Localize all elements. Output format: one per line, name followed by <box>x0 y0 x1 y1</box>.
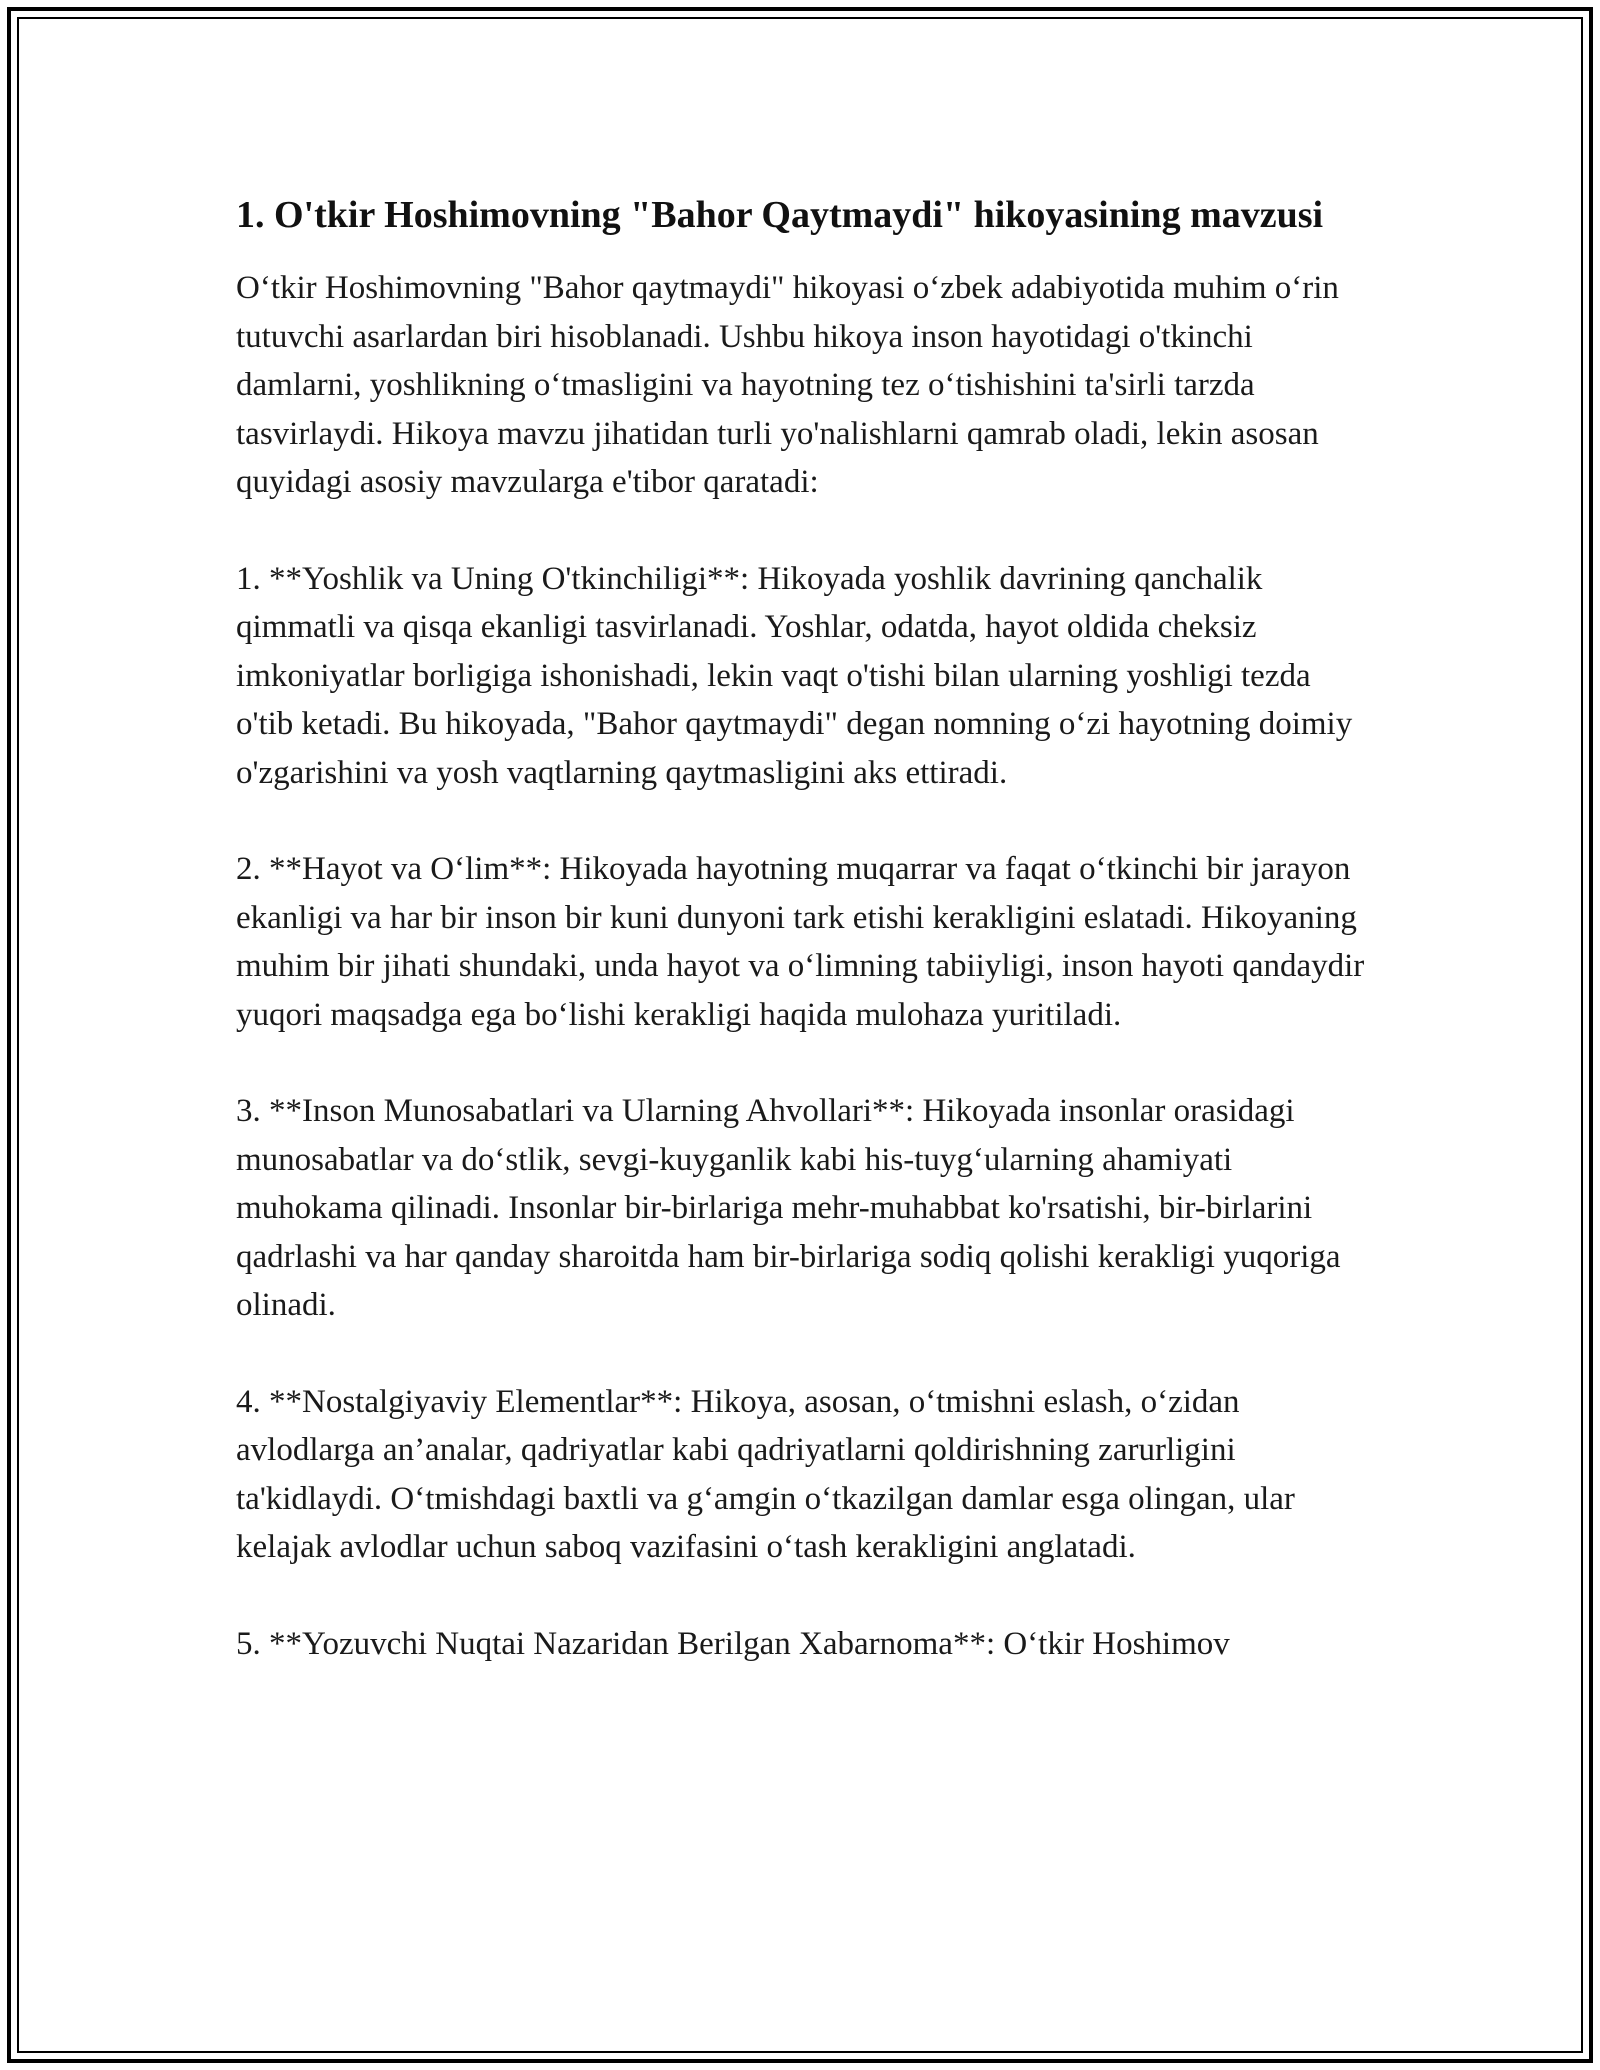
list-item-life-death: 2. **Hayot va O‘lim**: Hikoyada hayotning muqarrar va faqat o‘tkinchi bir jarayon ekanligi va har bir inson bir kuni dunyoni tark etishi kerakligini eslatadi. Hikoyaning muhim bir jihati shundaki, unda hayot va o‘limning tabiiyligi, inson hayoti qandaydir yuqori maqsadga ega bo‘lishi kerakligi haqida mulohaza yuritiladi. <box>236 851 1365 1033</box>
document-body <box>236 188 1366 1668</box>
list-item-relationships: 3. **Inson Munosabatlari va Ularning Ahvollari**: Hikoyada insonlar orasidagi munosabatlar va do‘stlik, sevgi-kuyganlik kabi his-tuyg‘ularning ahamiyati muhokama qilinadi. Insonlar bir-birlariga mehr-muhabbat ko'rsatishi, bir-birlarini qadrlashi va har qanday sharoitda ham bir-birlariga sodiq qolishi kerakligi yuqoriga olinadi. <box>236 1093 1341 1323</box>
section-heading: 1. O'tkir Hoshimovning "Bahor Qaytmaydi" hikoyasining mavzusi <box>236 194 1324 236</box>
list-item-youth: 1. **Yoshlik va Uning O'tkinchiligi**: Hikoyada yoshlik davrining qanchalik qimmatli va qisqa ekanligi tasvirlanadi. Yoshlar, odatda, hayot oldida cheksiz imkoniyatlar borligiga ishonishadi, lekin vaqt o'tishi bilan ularning yoshligi tezda o'tib ketadi. Bu hikoyada, "Bahor qaytmaydi" degan nomning o‘zi hayotning doimiy o'zgarishini va yosh vaqtlarning qaytmasligini aks ettiradi. <box>236 560 1353 791</box>
list-item-author-message: 5. **Yozuvchi Nuqtai Nazaridan Berilgan Xabarnoma**: O‘tkir Hoshimov <box>236 1625 1230 1662</box>
intro-paragraph: O‘tkir Hoshimovning "Bahor qaytmaydi" hikoyasi o‘zbek adabiyotida muhim o‘rin tutuvchi asarlardan biri hisoblanadi. Ushbu hikoya inson hayotidagi o'tkinchi damlarni, yoshlikning o‘tmasligini va hayotning tez o‘tishishini ta'sirli tarzda tasvirlaydi. Hikoya mavzu jihatidan turli yo'nalishlarni qamrab oladi, lekin asosan quyidagi asosiy mavzularga e'tibor qaratadi: <box>236 270 1339 500</box>
list-item-nostalgia: 4. **Nostalgiyaviy Elementlar**: Hikoya, asosan, o‘tmishni eslash, o‘zidan avlodlarga an’analar, qadriyatlar kabi qadriyatlarni qoldirishning zarurligini ta'kidlaydi. O‘tmishdagi baxtli va g‘amgin o‘tkazilgan damlar esga olingan, ular kelajak avlodlar uchun saboq vazifasini o‘tash kerakligini anglatadi. <box>236 1383 1295 1565</box>
